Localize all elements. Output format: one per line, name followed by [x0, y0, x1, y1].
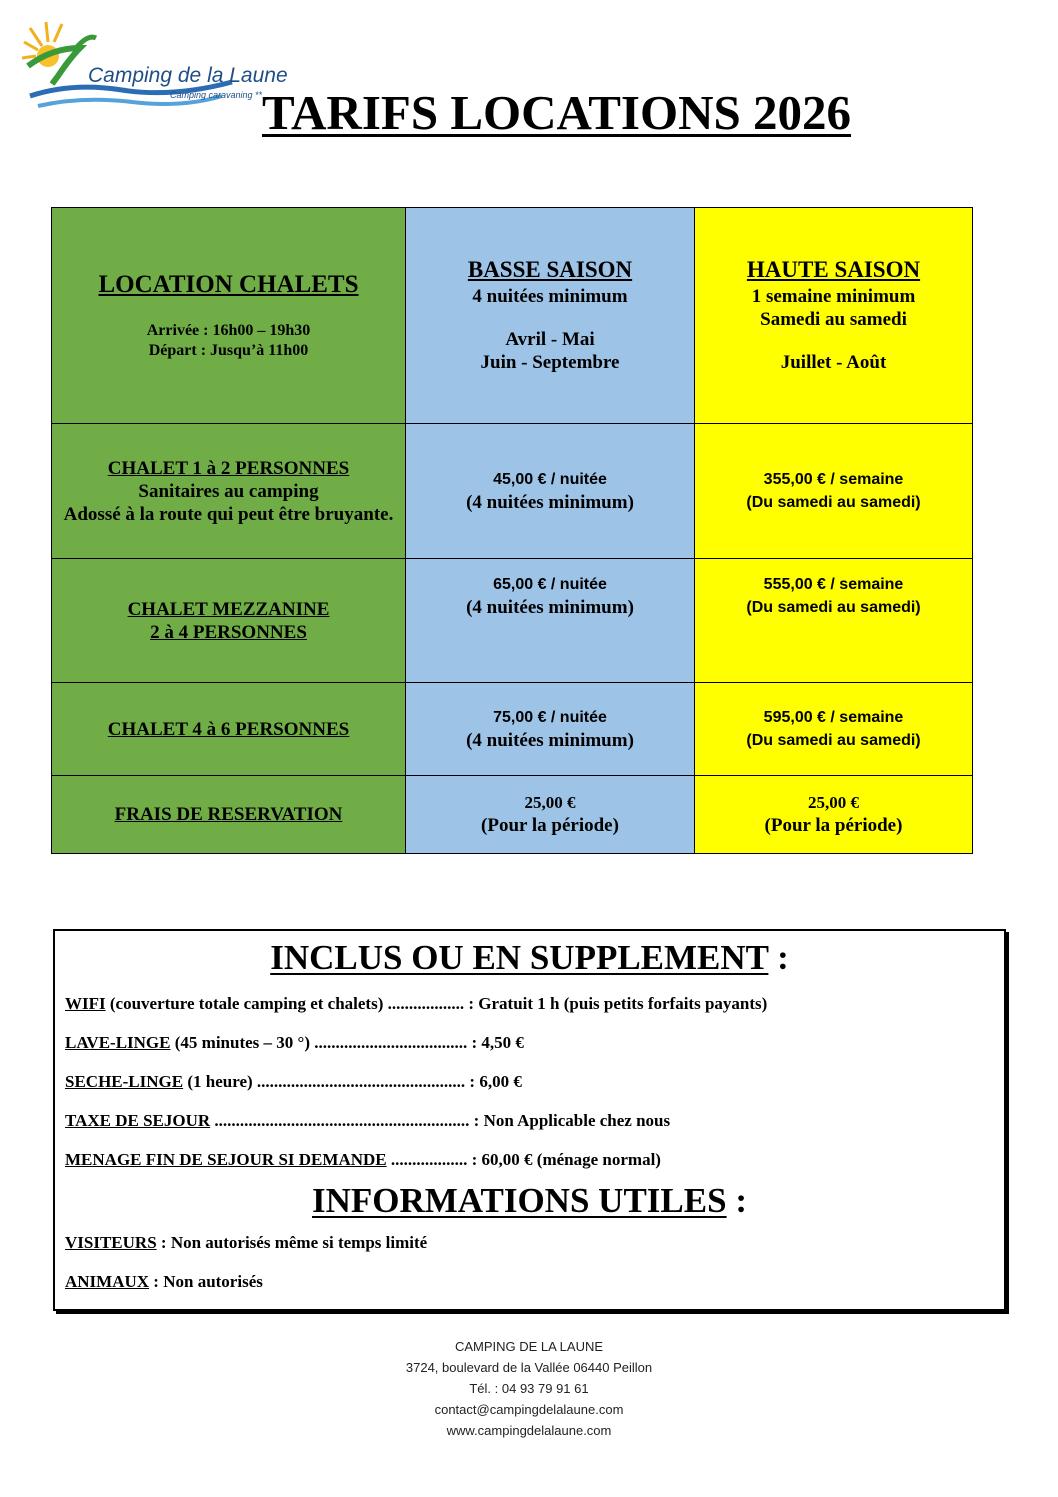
item-key: MENAGE FIN DE SEJOUR SI DEMANDE	[65, 1150, 387, 1169]
item-value: (45 minutes – 30 °) .................................... : 4,50 €	[170, 1033, 524, 1052]
basse-price-cell	[406, 559, 695, 683]
supplements-box	[53, 929, 1006, 1311]
basse-price-cell	[406, 683, 695, 776]
row-label: CHALET 1 à 2 PERSONNES	[107, 457, 350, 479]
logo-tagline: Camping caravaning **	[170, 90, 263, 100]
basse-price-cell	[406, 424, 695, 559]
basse-condition: (4 nuitées minimum)	[466, 492, 634, 513]
row-note-2: Adossé à la route qui peut être bruyante.	[63, 503, 394, 525]
row-label-2: 2 à 4 PERSONNES	[150, 621, 307, 643]
row-label-cell	[52, 776, 406, 854]
row-label-cell	[52, 424, 406, 559]
supplement-item-wifi	[65, 984, 1004, 1023]
row-label-cell	[52, 559, 406, 683]
haute-price: 25,00 €	[808, 793, 859, 812]
item-key: ANIMAUX	[65, 1272, 150, 1291]
basse-saison-months-1: Avril - Mai	[505, 329, 595, 350]
basse-condition: (4 nuitées minimum)	[466, 730, 634, 751]
infos-title-text: INFORMATIONS UTILES	[312, 1181, 727, 1220]
footer	[0, 1336, 1058, 1441]
haute-price: 555,00 € / semaine	[763, 576, 904, 593]
infos-title: INFORMATIONS UTILES :	[312, 1181, 747, 1220]
basse-price: 75,00 € / nuitée	[493, 709, 607, 726]
basse-price: 25,00 €	[524, 793, 576, 812]
supplements-title: INCLUS OU EN SUPPLEMENT :	[270, 938, 789, 977]
table-row	[52, 776, 973, 854]
basse-saison-min: 4 nuitées minimum	[472, 286, 628, 307]
haute-price-cell	[695, 683, 973, 776]
basse-price: 45,00 € / nuitée	[493, 471, 607, 488]
haute-condition: (Du samedi au samedi)	[746, 599, 921, 616]
pricing-table	[51, 207, 973, 854]
header-basse-saison	[406, 208, 695, 424]
table-header-row	[52, 208, 973, 424]
item-key: WIFI	[65, 994, 106, 1013]
logo-name: Camping de la Laune	[88, 64, 288, 87]
haute-price-cell	[695, 424, 973, 559]
footer-name: CAMPING DE LA LAUNE	[454, 1339, 604, 1354]
row-label-1: CHALET MEZZANINE	[127, 598, 330, 620]
haute-saison-months: Juillet - Août	[780, 352, 887, 373]
page-title: TARIFS LOCATIONS 2026	[262, 85, 852, 140]
haute-condition: (Du samedi au samedi)	[746, 494, 921, 511]
info-item-animaux	[65, 1262, 1004, 1301]
table-row	[52, 559, 973, 683]
item-value: (couverture totale camping et chalets) .................. : Gratuit 1 h (puis petits forfaits payants)	[105, 994, 768, 1013]
basse-price-cell	[406, 776, 695, 854]
haute-price: 355,00 € / semaine	[763, 471, 904, 488]
haute-price: 595,00 € / semaine	[763, 709, 904, 726]
haute-price-cell	[695, 776, 973, 854]
supplement-item-menage	[65, 1140, 1004, 1179]
basse-condition: (Pour la période)	[481, 815, 619, 836]
supplements-title-text: INCLUS OU EN SUPPLEMENT	[270, 938, 769, 977]
row-label-cell	[52, 683, 406, 776]
supplement-item-seche-linge	[65, 1062, 1004, 1101]
header-haute-saison	[695, 208, 973, 424]
haute-price-cell	[695, 559, 973, 683]
item-value: : Non autorisés	[149, 1272, 263, 1291]
haute-condition: (Du samedi au samedi)	[746, 732, 921, 749]
item-value: (1 heure) ................................................. : 6,00 €	[183, 1072, 522, 1091]
item-key: VISITEURS	[65, 1233, 157, 1252]
basse-price: 65,00 € / nuitée	[493, 576, 607, 593]
haute-condition: (Pour la période)	[764, 815, 903, 836]
item-key: SECHE-LINGE	[65, 1072, 184, 1091]
haute-saison-min: 1 semaine minimum	[751, 286, 916, 307]
haute-saison-days: Samedi au samedi	[760, 309, 907, 330]
footer-address: 3724, boulevard de la Vallée 06440 Peillon	[405, 1360, 653, 1375]
campsite-logo	[22, 18, 288, 118]
footer-phone: Tél. : 04 93 79 91 61	[469, 1381, 589, 1396]
info-item-visiteurs	[65, 1223, 1004, 1262]
location-chalets-title: LOCATION CHALETS	[98, 270, 359, 298]
footer-email: contact@campingdelalaune.com	[434, 1402, 624, 1417]
arrival-time: Arrivée : 16h00 – 19h30	[146, 321, 311, 339]
item-key: TAXE DE SEJOUR	[65, 1111, 211, 1130]
row-note-1: Sanitaires au camping	[138, 480, 319, 502]
table-row	[52, 424, 973, 559]
basse-condition: (4 nuitées minimum)	[466, 597, 634, 618]
supplement-item-taxe	[65, 1101, 1004, 1140]
haute-saison-title: HAUTE SAISON	[746, 257, 921, 282]
table-row	[52, 683, 973, 776]
departure-time: Départ : Jusqu’à 11h00	[148, 341, 309, 359]
header-location-chalets	[52, 208, 406, 424]
row-label: CHALET 4 à 6 PERSONNES	[107, 718, 350, 740]
row-label: FRAIS DE RESERVATION	[114, 804, 343, 825]
item-key: LAVE-LINGE	[65, 1033, 171, 1052]
basse-saison-months-2: Juin - Septembre	[480, 352, 620, 373]
item-value: : Non autorisés même si temps limité	[156, 1233, 428, 1252]
item-value: ............................................................ : Non Applicable chez nous	[210, 1111, 671, 1130]
supplement-item-lave-linge	[65, 1023, 1004, 1062]
item-value: .................. : 60,00 € (ménage normal)	[386, 1150, 661, 1169]
basse-saison-title: BASSE SAISON	[467, 257, 633, 282]
footer-website: www.campingdelalaune.com	[446, 1423, 612, 1438]
